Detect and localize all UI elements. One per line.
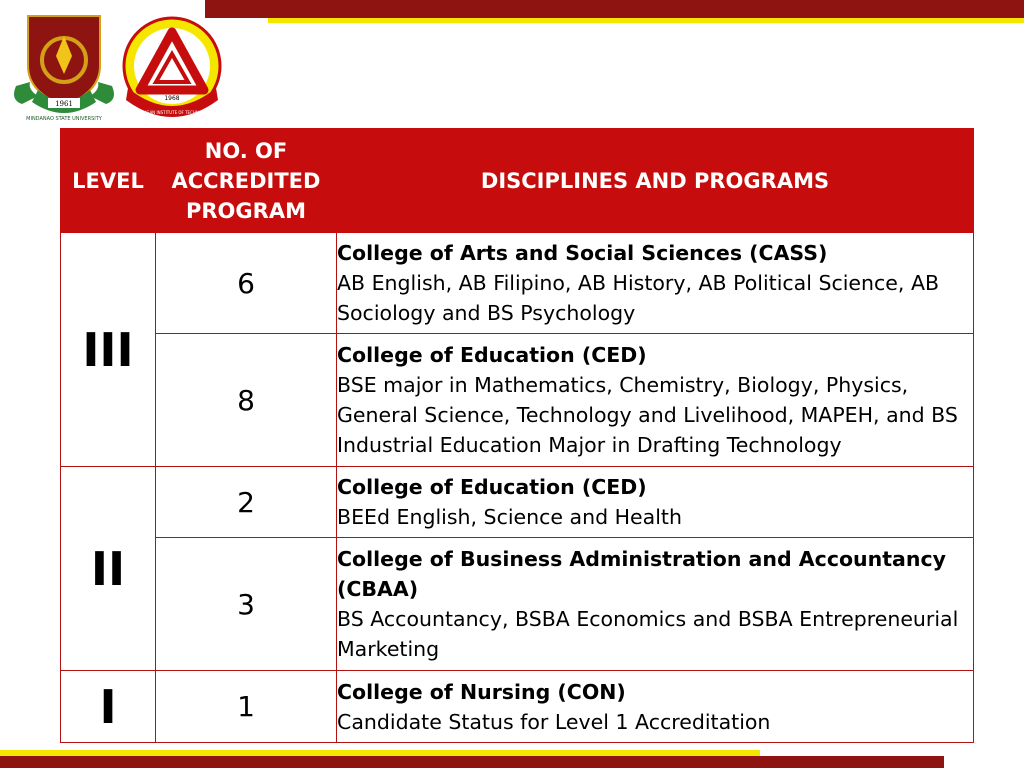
top-decorative-bar bbox=[205, 0, 1024, 18]
count-cell: 2 bbox=[156, 467, 337, 538]
count-cell: 8 bbox=[156, 334, 337, 467]
count-cell: 3 bbox=[156, 538, 337, 671]
program-list: Candidate Status for Level 1 Accreditation bbox=[337, 709, 771, 734]
university-seal-icon bbox=[8, 12, 120, 124]
program-cell bbox=[337, 538, 974, 671]
table-row bbox=[61, 233, 974, 334]
level-cell: I bbox=[61, 671, 156, 743]
level-cell: III bbox=[61, 233, 156, 467]
header-count-line1: NO. OF bbox=[204, 138, 288, 163]
program-cell bbox=[337, 334, 974, 467]
program-list: BSE major in Mathematics, Chemistry, Biology, Physics, General Science, Technology and Livelihood, MAPEH, and BS Industrial Education Major in Drafting Technology bbox=[337, 373, 958, 457]
header-accredited-count bbox=[156, 129, 337, 233]
table-row bbox=[61, 334, 974, 467]
seal-year: 1961 bbox=[55, 100, 73, 108]
table-row bbox=[61, 538, 974, 671]
college-name: College of Education (CED) bbox=[337, 343, 647, 367]
program-cell bbox=[337, 233, 974, 334]
program-list: BS Accountancy, BSBA Economics and BSBA Entrepreneurial Marketing bbox=[337, 607, 959, 661]
institute-year: 1968 bbox=[164, 95, 180, 102]
table-row bbox=[61, 671, 974, 743]
program-cell bbox=[337, 467, 974, 538]
count-cell: 1 bbox=[156, 671, 337, 743]
college-name: College of Nursing (CON) bbox=[337, 679, 626, 704]
institute-text: MSU-ILIGAN INSTITUTE OF TECHNOLOGY bbox=[131, 110, 213, 115]
table-header-row bbox=[61, 129, 974, 233]
program-cell bbox=[337, 671, 974, 743]
institute-of-technology-logo-icon bbox=[118, 14, 226, 122]
program-list: BEEd English, Science and Health bbox=[337, 505, 682, 529]
level-cell: II bbox=[61, 467, 156, 671]
bottom-decorative-bar bbox=[0, 756, 944, 768]
program-list: AB English, AB Filipino, AB History, AB Political Science, AB Sociology and BS Psychology bbox=[337, 271, 940, 325]
header-disciplines: DISCIPLINES AND PROGRAMS bbox=[337, 129, 974, 233]
seal-text: MINDANAO STATE UNIVERSITY bbox=[26, 116, 102, 122]
count-cell: 6 bbox=[156, 233, 337, 334]
table-row bbox=[61, 467, 974, 538]
header-level: LEVEL bbox=[61, 129, 156, 233]
college-name: College of Arts and Social Sciences (CASS) bbox=[337, 241, 828, 265]
header-count-line2: ACCREDITED bbox=[171, 168, 321, 193]
college-name: College of Education (CED) bbox=[337, 475, 647, 499]
header-count-line3: PROGRAM bbox=[186, 198, 306, 223]
top-accent-stripe bbox=[268, 18, 1024, 23]
college-name: College of Business Administration and Accountancy (CBAA) bbox=[337, 547, 946, 601]
accreditation-table bbox=[60, 128, 974, 743]
